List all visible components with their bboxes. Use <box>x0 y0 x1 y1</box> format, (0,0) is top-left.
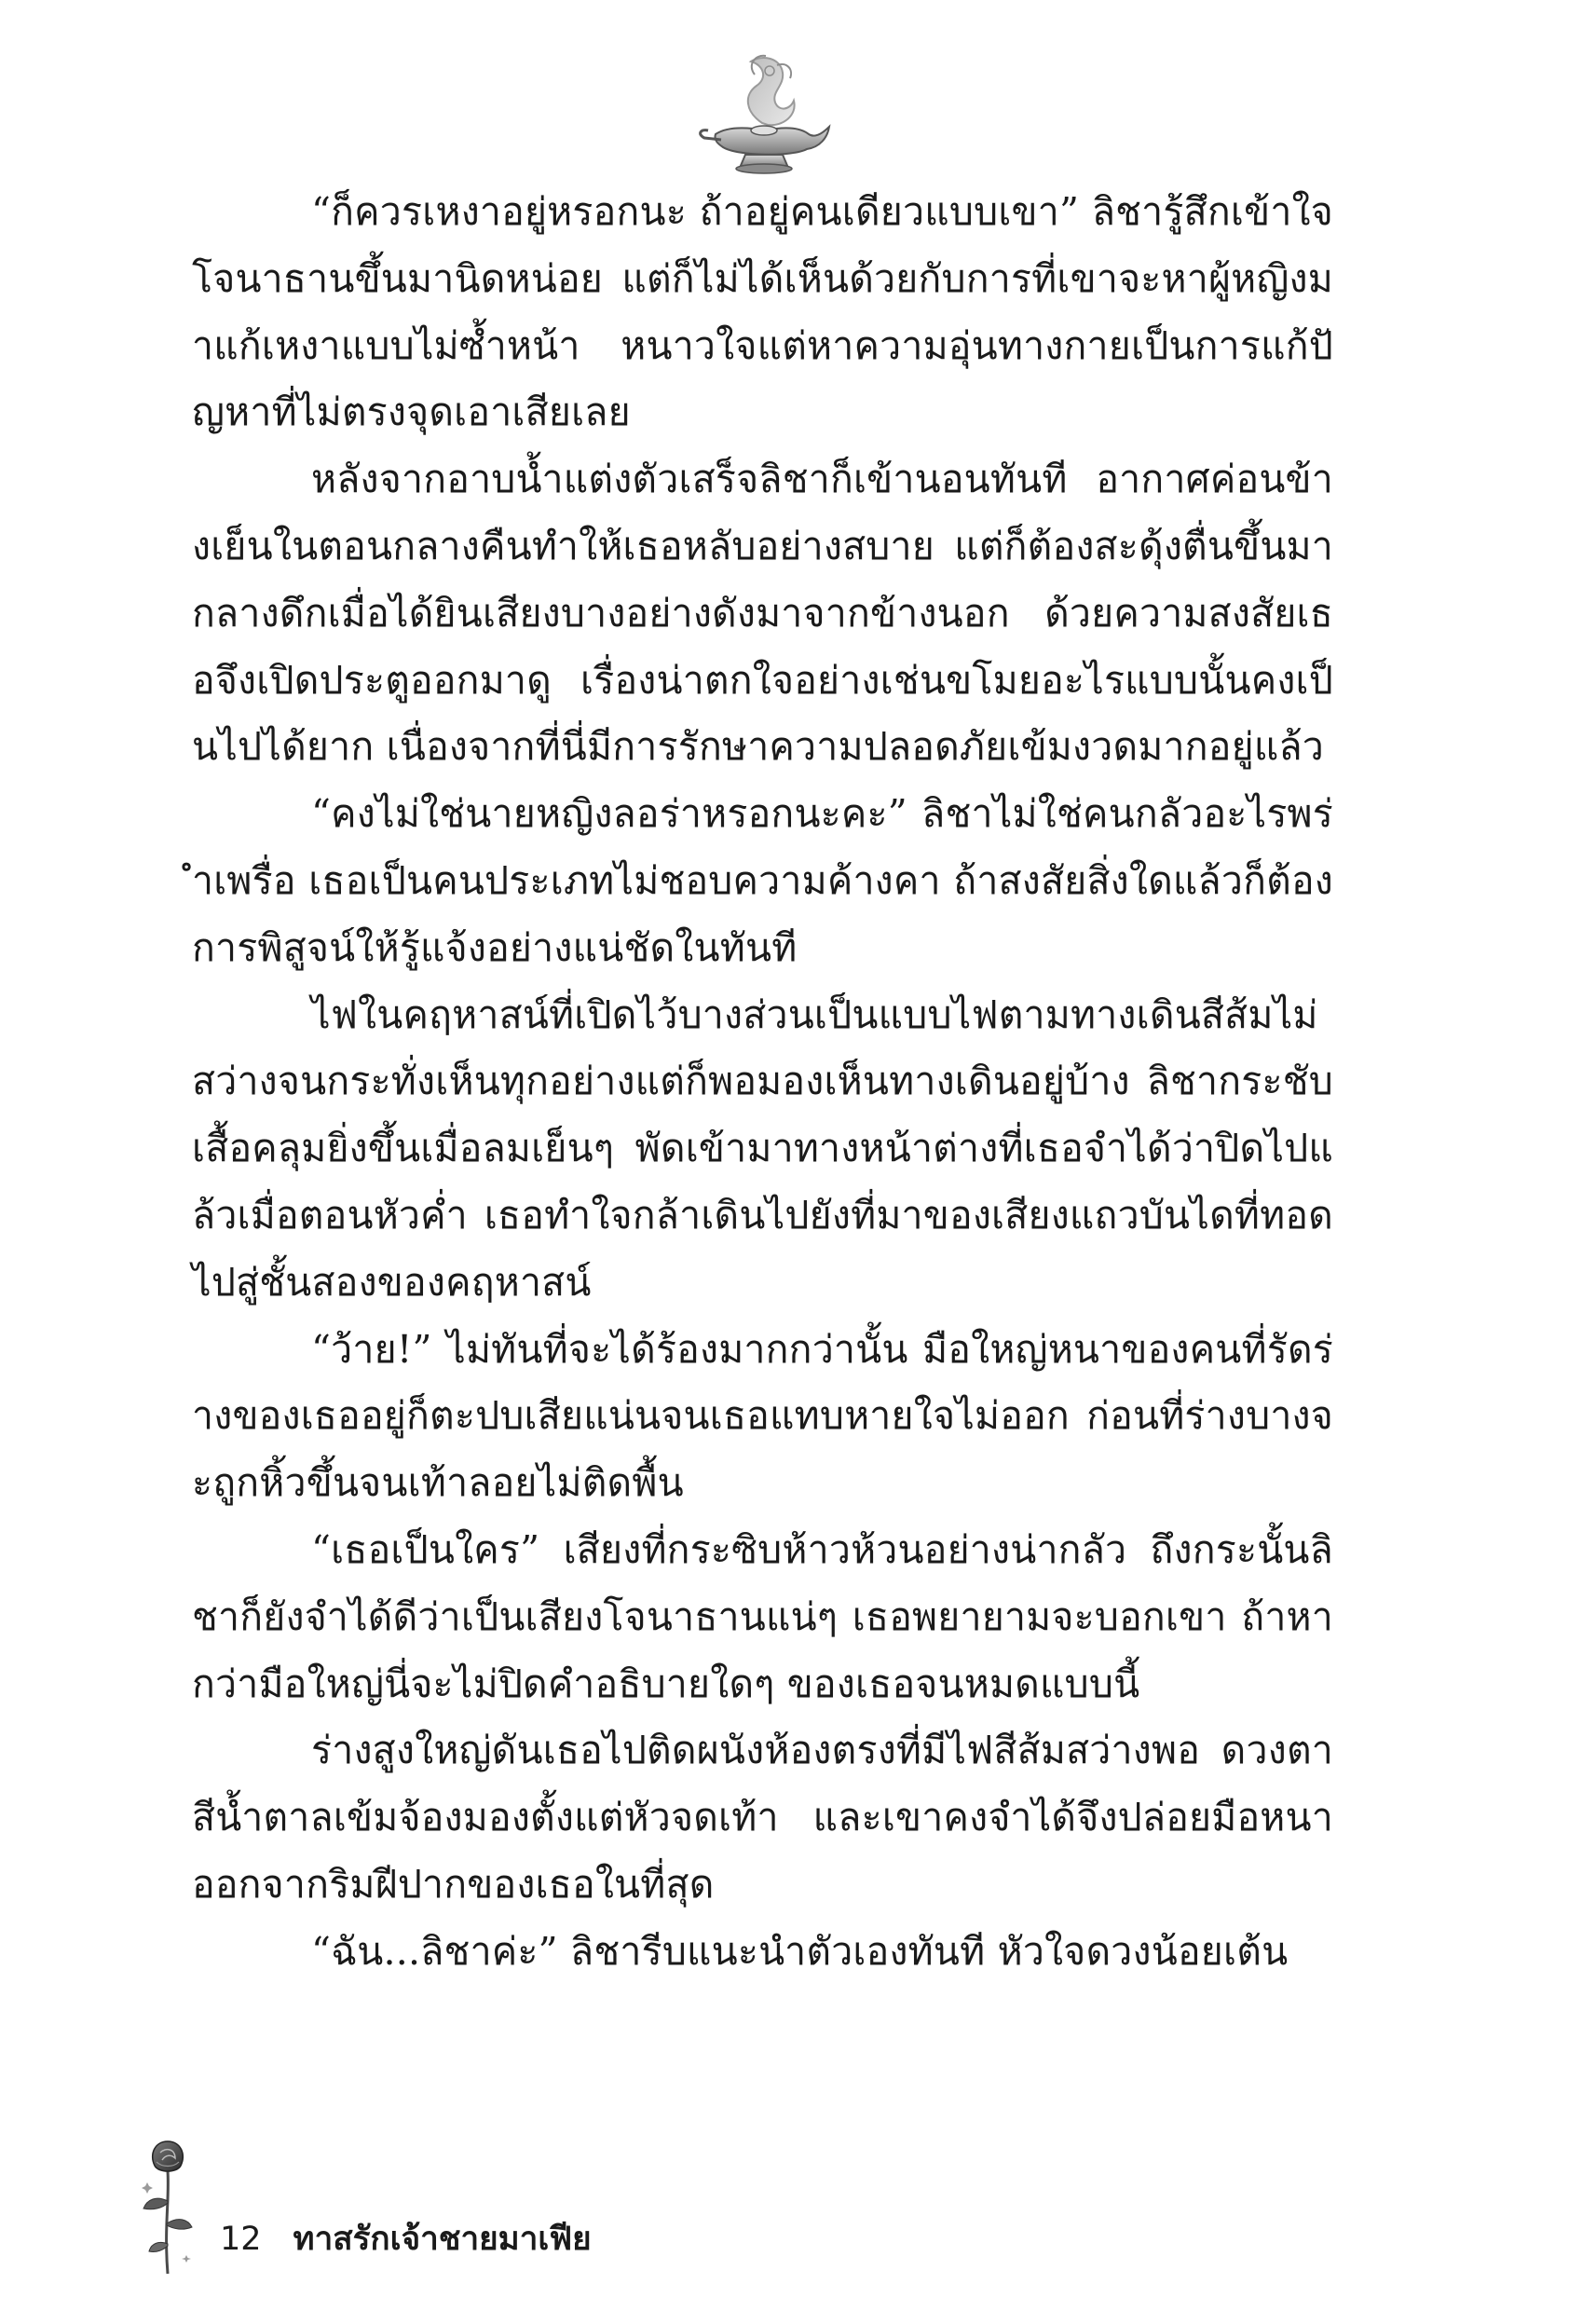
footer-caption <box>220 2213 592 2264</box>
story-text <box>192 179 1333 1986</box>
genie-lamp-icon <box>689 37 839 177</box>
paragraph: “ก็ควรเหงาอยู่หรอกนะ ถ้าอยู่คนเดียวแบบเขา” ลิชารู้สึกเข้าใจโจนาธานขึ้นมานิดหน่อย แต่ก็ไม่ได้เห็นด้วยกับการที่เขาจะหาผู้หญิงมาแก้เหงาแบบไม่ซ้ำหน้า หนาวใจแต่หาความอุ่นทางกายเป็นการแก้ปัญหาที่ไม่ตรงจุดเอาเสียเลย <box>192 189 1333 435</box>
paragraph: “คงไม่ใช่นายหญิงลอร่าหรอกนะคะ” ลิชาไม่ใช่คนกลัวอะไรพร่ำเพรื่อ เธอเป็นคนประเภทไม่ชอบความค้างคา ถ้าสงสัยสิ่งใดแล้วก็ต้องการพิสูจน์ให้รู้แจ้งอย่างแน่ชัดในทันที <box>192 791 1333 970</box>
paragraph: “เธอเป็นใคร” เสียงที่กระซิบห้าวห้วนอย่างน่ากลัว ถึงกระนั้นลิชาก็ยังจำได้ดีว่าเป็นเสียงโจนาธานแน่ๆ เธอพยายามจะบอกเขา ถ้าหากว่ามือใหญ่นี่จะไม่ปิดคำอธิบายใดๆ ของเธอจนหมดแบบนี้ <box>192 1526 1333 1706</box>
paragraph: ร่างสูงใหญ่ดันเธอไปติดผนังห้องตรงที่มีไฟสีส้มสว่างพอ ดวงตาสีน้ำตาลเข้มจ้องมองตั้งแต่หัวจดเท้า และเขาคงจำได้จึงปล่อยมือหนาออกจากริมฝีปากของเธอในที่สุด <box>192 1728 1333 1907</box>
rose-icon <box>140 2134 196 2283</box>
page-footer <box>140 2134 978 2283</box>
book-title: ทาสรักเจ้าชายมาเฟีย <box>293 2221 592 2258</box>
paragraph: หลังจากอาบน้ำแต่งตัวเสร็จลิชาก็เข้านอนทันที อากาศค่อนข้างเย็นในตอนกลางคืนทำให้เธอหลับอย่างสบาย แต่ก็ต้องสะดุ้งตื่นขึ้นมากลางดึกเมื่อได้ยินเสียงบางอย่างดังมาจากข้างนอก ด้วยความสงสัยเธอจึงเปิดประตูออกมาดู เรื่องน่าตกใจอย่างเช่นขโมยอะไรแบบนั้นคงเป็นไปได้ยาก เนื่องจากที่นี่มีการรักษาความปลอดภัยเข้มงวดมากอยู่แล้ว <box>192 457 1333 770</box>
paragraph: “ฉัน...ลิชาค่ะ” ลิชารีบแนะนำตัวเองทันที หัวใจดวงน้อยเต้น <box>311 1928 1289 1974</box>
page-number: 12 <box>220 2221 262 2258</box>
paragraph: ไฟในคฤหาสน์ที่เปิดไว้บางส่วนเป็นแบบไฟตามทางเดินสีส้มไม่สว่างจนกระทั่งเห็นทุกอย่างแต่ก็พอมองเห็นทางเดินอยู่บ้าง ลิชากระชับเสื้อคลุมยิ่งขึ้นเมื่อลมเย็นๆ พัดเข้ามาทางหน้าต่างที่เธอจำได้ว่าปิดไปแล้วเมื่อตอนหัวค่ำ เธอทำใจกล้าเดินไปยังที่มาของเสียงแถวบันไดที่ทอดไปสู่ชั้นสองของคฤหาสน์ <box>192 991 1333 1305</box>
paragraph: “ว้าย!” ไม่ทันที่จะได้ร้องมากกว่านั้น มือใหญ่หนาของคนที่รัดร่างของเธออยู่ก็ตะปบเสียแน่นจนเธอแทบหายใจไม่ออก ก่อนที่ร่างบางจะถูกหิ้วขึ้นจนเท้าลอยไม่ติดพื้น <box>192 1326 1333 1506</box>
